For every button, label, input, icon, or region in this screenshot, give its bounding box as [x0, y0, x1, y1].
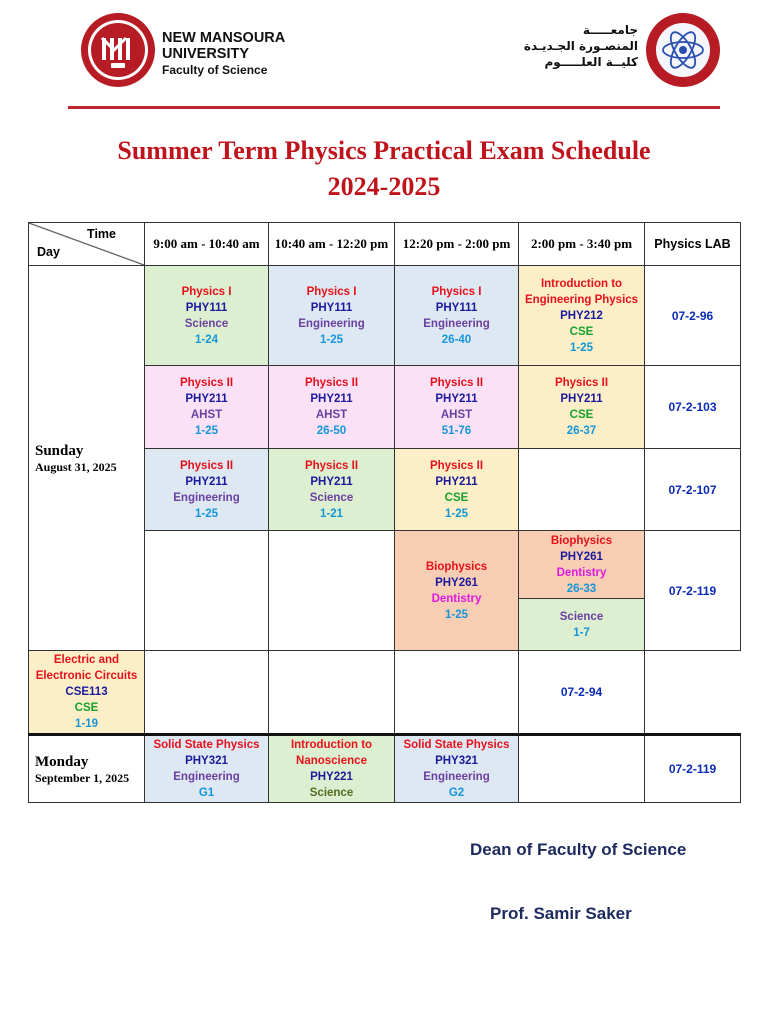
table-row — [29, 651, 741, 735]
student-group: CSE — [444, 491, 469, 504]
student-range: 26-37 — [566, 425, 597, 437]
student-range: 26-40 — [441, 333, 472, 346]
course-title: Physics I — [431, 285, 482, 298]
empty-cell — [145, 651, 269, 735]
course-title: Physics II — [304, 459, 359, 472]
student-range: 1-19 — [74, 718, 99, 730]
corner-header — [29, 223, 145, 266]
arabic-university-name — [524, 22, 638, 70]
university-name — [162, 30, 285, 78]
student-range: 1-25 — [194, 507, 219, 520]
empty-cell — [395, 651, 519, 735]
lab-room: 07-2-96 — [645, 266, 741, 366]
corner-time-label: Time — [87, 227, 116, 241]
course-code: PHY321 — [185, 755, 228, 767]
table-header-row — [29, 223, 741, 266]
student-range: 26-33 — [566, 582, 597, 595]
course-title: Physics II — [179, 459, 234, 472]
student-group: Science — [309, 787, 354, 799]
exam-cell — [519, 599, 645, 651]
university-logo — [80, 12, 156, 88]
day-cell-monday — [29, 735, 145, 803]
dean-role: Dean of Faculty of Science — [470, 840, 687, 859]
course-title: Solid State Physics — [403, 739, 510, 751]
course-code: PHY211 — [435, 393, 478, 405]
dean-name: Prof. Samir Saker — [490, 904, 632, 923]
exam-cell — [145, 449, 269, 531]
course-code: PHY211 — [185, 475, 228, 488]
course-title: Physics II — [554, 377, 609, 389]
student-group: AHST — [315, 409, 348, 421]
exam-cell — [145, 366, 269, 449]
exam-cell — [269, 266, 395, 366]
exam-cell — [269, 735, 395, 803]
student-group: Engineering — [423, 771, 490, 783]
column-header: 9:00 am - 10:40 am — [145, 223, 269, 266]
day-name: Sunday — [35, 442, 84, 459]
day-date: September 1, 2025 — [35, 770, 130, 785]
lab-room: 07-2-107 — [645, 449, 741, 531]
course-code: PHY111 — [185, 301, 228, 314]
course-code: PHY111 — [310, 301, 353, 314]
student-group: Science — [559, 610, 604, 623]
student-group: AHST — [440, 409, 473, 421]
student-range: G2 — [448, 787, 465, 799]
course-code: PHY212 — [560, 309, 603, 322]
course-title: Physics II — [429, 377, 484, 389]
exam-cell — [269, 449, 395, 531]
exam-cell — [145, 735, 269, 803]
course-title: Physics I — [306, 285, 357, 298]
student-group: CSE — [74, 702, 99, 714]
course-code: PHY211 — [560, 393, 603, 405]
faculty-name: Faculty of Science — [162, 63, 268, 77]
table-row — [29, 735, 741, 803]
student-range: 1-25 — [194, 425, 219, 437]
university-name-line1: NEW MANSOURA — [162, 30, 286, 46]
column-header: 12:20 pm - 2:00 pm — [395, 223, 519, 266]
course-title: Electric and Electronic Circuits — [35, 654, 138, 682]
student-range: G1 — [198, 787, 215, 799]
exam-cell — [395, 735, 519, 803]
column-header: 10:40 am - 12:20 pm — [269, 223, 395, 266]
student-range: 1-25 — [444, 507, 469, 520]
course-code: PHY211 — [185, 393, 228, 405]
student-range: 1-21 — [319, 507, 344, 520]
course-code: PHY261 — [435, 576, 478, 589]
course-title: Physics II — [304, 377, 359, 389]
exam-cell — [145, 266, 269, 366]
exam-cell — [395, 531, 519, 651]
student-group: CSE — [569, 325, 594, 338]
arabic-line2: المنصـورة الجـديـدة — [523, 39, 638, 53]
exam-cell — [519, 266, 645, 366]
student-range: 1-25 — [319, 333, 344, 346]
course-title: Solid State Physics — [153, 739, 260, 751]
corner-day-label: Day — [37, 245, 60, 259]
course-title: Physics II — [429, 459, 484, 472]
student-group: Engineering — [423, 317, 490, 330]
student-range: 1-25 — [569, 341, 594, 354]
day-name: Monday — [35, 753, 89, 770]
exam-cell — [29, 651, 145, 735]
student-group: Dentistry — [556, 566, 607, 579]
header-divider — [68, 106, 720, 109]
course-title: Introduction to Nanoscience — [290, 739, 373, 767]
course-code: PHY111 — [435, 301, 478, 314]
student-group: Science — [184, 317, 229, 330]
empty-cell — [145, 531, 269, 651]
student-group: Engineering — [298, 317, 365, 330]
empty-cell — [269, 531, 395, 651]
page-title: Summer Term Physics Practical Exam Schedule — [117, 136, 651, 165]
student-group: Engineering — [173, 771, 240, 783]
university-name-line2: UNIVERSITY — [162, 46, 250, 62]
student-group: Dentistry — [431, 592, 482, 605]
lab-room: 07-2-103 — [645, 366, 741, 449]
course-code: PHY211 — [310, 393, 353, 405]
empty-cell — [519, 449, 645, 531]
empty-cell — [269, 651, 395, 735]
faculty-logo — [645, 12, 721, 88]
column-header: 2:00 pm - 3:40 pm — [519, 223, 645, 266]
day-cell-sunday — [29, 266, 145, 651]
lab-room: 07-2-119 — [645, 735, 741, 803]
exam-cell — [395, 449, 519, 531]
exam-cell — [395, 266, 519, 366]
table-row — [29, 266, 741, 366]
page-subtitle-year: 2024-2025 — [327, 172, 441, 201]
student-group: CSE — [569, 409, 594, 421]
arabic-line3: كليــة العلـــــوم — [544, 55, 638, 69]
course-title: Biophysics — [550, 534, 613, 547]
course-title: Physics II — [179, 377, 234, 389]
course-code: PHY211 — [435, 475, 478, 488]
course-code: CSE113 — [65, 686, 108, 698]
exam-cell — [519, 366, 645, 449]
lab-room: 07-2-94 — [519, 651, 645, 735]
course-code: PHY221 — [310, 771, 353, 783]
student-range: 1-24 — [194, 333, 219, 346]
student-range: 1-7 — [573, 626, 590, 639]
empty-cell — [519, 735, 645, 803]
lab-room: 07-2-119 — [645, 531, 741, 651]
course-code: PHY211 — [310, 475, 353, 488]
exam-cell — [519, 531, 645, 599]
exam-schedule-table — [28, 222, 741, 803]
exam-cell — [395, 366, 519, 449]
course-title: Biophysics — [425, 560, 488, 573]
student-group: AHST — [190, 409, 223, 421]
student-range: 51-76 — [441, 425, 472, 437]
course-code: PHY261 — [560, 550, 603, 563]
exam-cell — [269, 366, 395, 449]
course-code: PHY321 — [435, 755, 478, 767]
student-range: 1-25 — [444, 608, 469, 621]
course-title: Introduction to Engineering Physics — [524, 277, 639, 306]
day-date: August 31, 2025 — [35, 459, 117, 474]
lab-column-header: Physics LAB — [645, 223, 741, 266]
student-range: 26-50 — [316, 425, 347, 437]
arabic-line1: جامعـــــة — [582, 23, 638, 37]
student-group: Science — [309, 491, 354, 504]
student-group: Engineering — [173, 491, 240, 504]
course-title: Physics I — [181, 285, 232, 298]
